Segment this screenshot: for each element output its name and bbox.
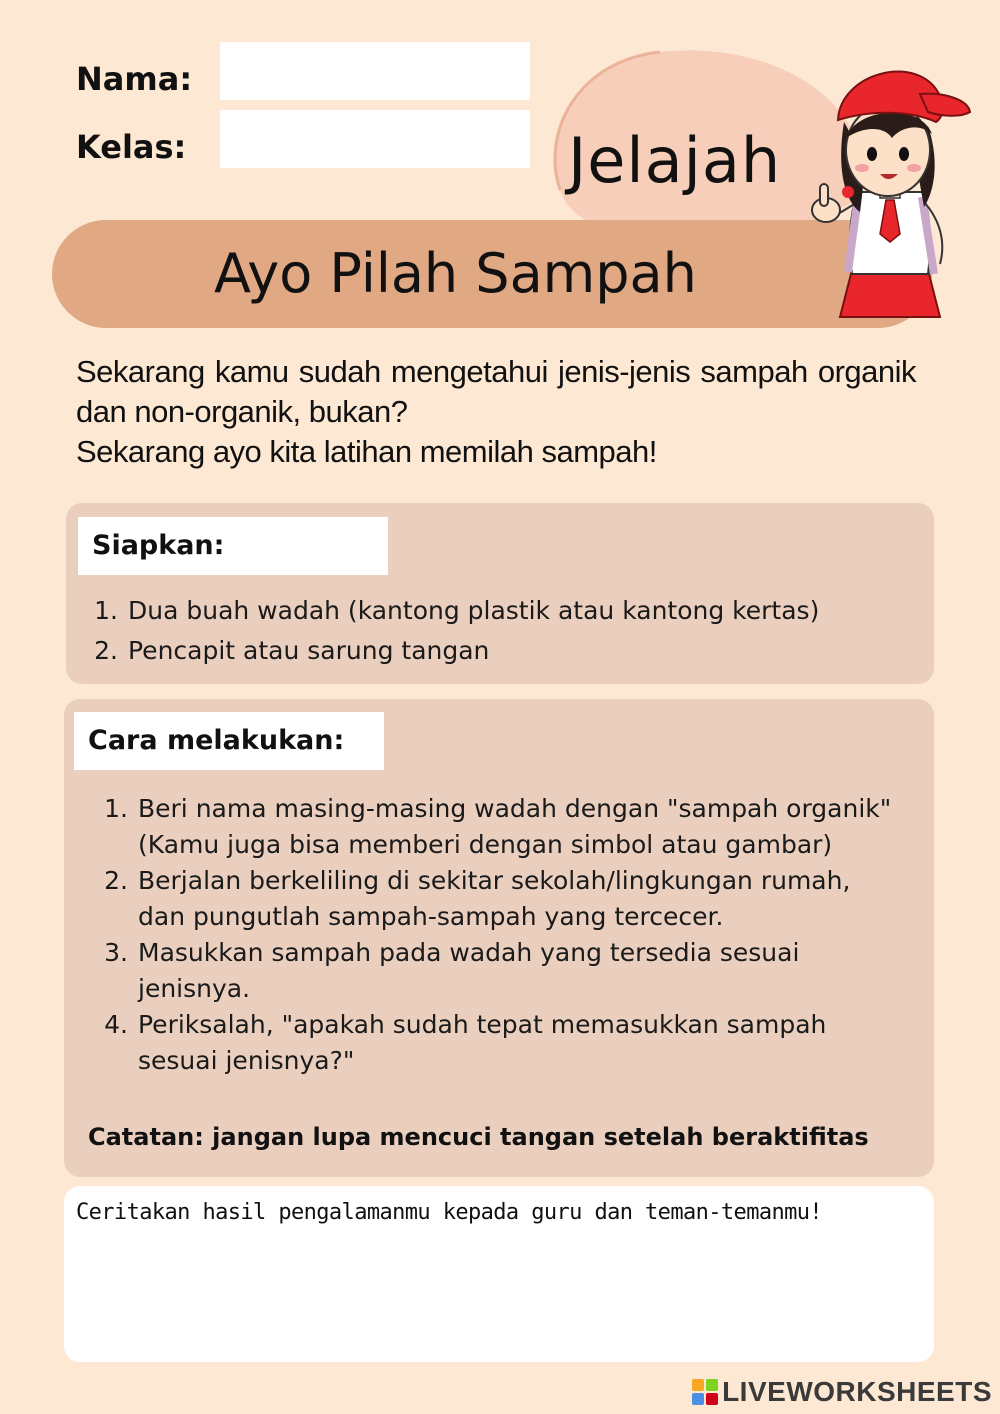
list-item <box>100 1007 900 1079</box>
list-item <box>100 935 900 1007</box>
list-item <box>100 863 900 935</box>
list-number: 2. <box>94 636 118 665</box>
list-number: 1. <box>94 596 118 625</box>
student-girl-illustration <box>800 42 975 320</box>
list-text: Periksalah, "apakah sudah tepat memasukkan sampah sesuai jenisnya?" <box>138 1010 827 1075</box>
prepare-panel <box>66 503 934 684</box>
list-number: 3. <box>104 938 128 967</box>
story-answer-input[interactable] <box>76 1242 922 1352</box>
story-prompt: Ceritakan hasil pengalamanmu kepada guru dan teman-temanmu! <box>76 1200 823 1225</box>
steps-panel <box>64 699 934 1177</box>
list-number: 2. <box>104 866 128 895</box>
list-item <box>88 591 918 631</box>
list-text: Dua buah wadah (kantong plastik atau kantong kertas) <box>128 596 820 625</box>
name-label: Nama: <box>76 60 193 98</box>
liveworksheets-brand[interactable] <box>692 1376 992 1408</box>
list-text: Beri nama masing-masing wadah dengan "sampah organik" (Kamu juga bisa memberi dengan simbol atau gambar) <box>138 794 892 859</box>
jelajah-badge: Jelajah <box>568 124 782 197</box>
list-text: Berjalan berkeliling di sekitar sekolah/lingkungan rumah, dan pungutlah sampah-sampah yang tercecer. <box>138 866 851 931</box>
steps-note: Catatan: jangan lupa mencuci tangan setelah beraktifitas <box>88 1123 869 1151</box>
list-number: 1. <box>104 794 128 823</box>
prepare-list <box>88 591 918 671</box>
list-item <box>88 631 918 671</box>
class-input[interactable] <box>220 110 530 168</box>
story-box <box>64 1186 934 1362</box>
intro-line-2: Sekarang ayo kita latihan memilah sampah! <box>76 434 657 469</box>
steps-list <box>100 791 900 1079</box>
intro-line-1: Sekarang kamu sudah mengetahui jenis-jenis sampah organik dan non-organik, bukan? <box>76 354 916 429</box>
intro-text <box>76 352 916 472</box>
name-input[interactable] <box>220 42 530 100</box>
list-text: Pencapit atau sarung tangan <box>128 636 490 665</box>
liveworksheets-logo-icon <box>692 1379 718 1405</box>
steps-heading: Cara melakukan: <box>74 712 384 770</box>
prepare-heading: Siapkan: <box>78 517 388 575</box>
list-text: Masukkan sampah pada wadah yang tersedia sesuai jenisnya. <box>138 938 800 1003</box>
list-number: 4. <box>104 1010 128 1039</box>
list-item <box>100 791 900 863</box>
class-label: Kelas: <box>76 128 187 166</box>
page-title: Ayo Pilah Sampah <box>214 242 697 305</box>
brand-text: LIVEWORKSHEETS <box>722 1376 992 1407</box>
